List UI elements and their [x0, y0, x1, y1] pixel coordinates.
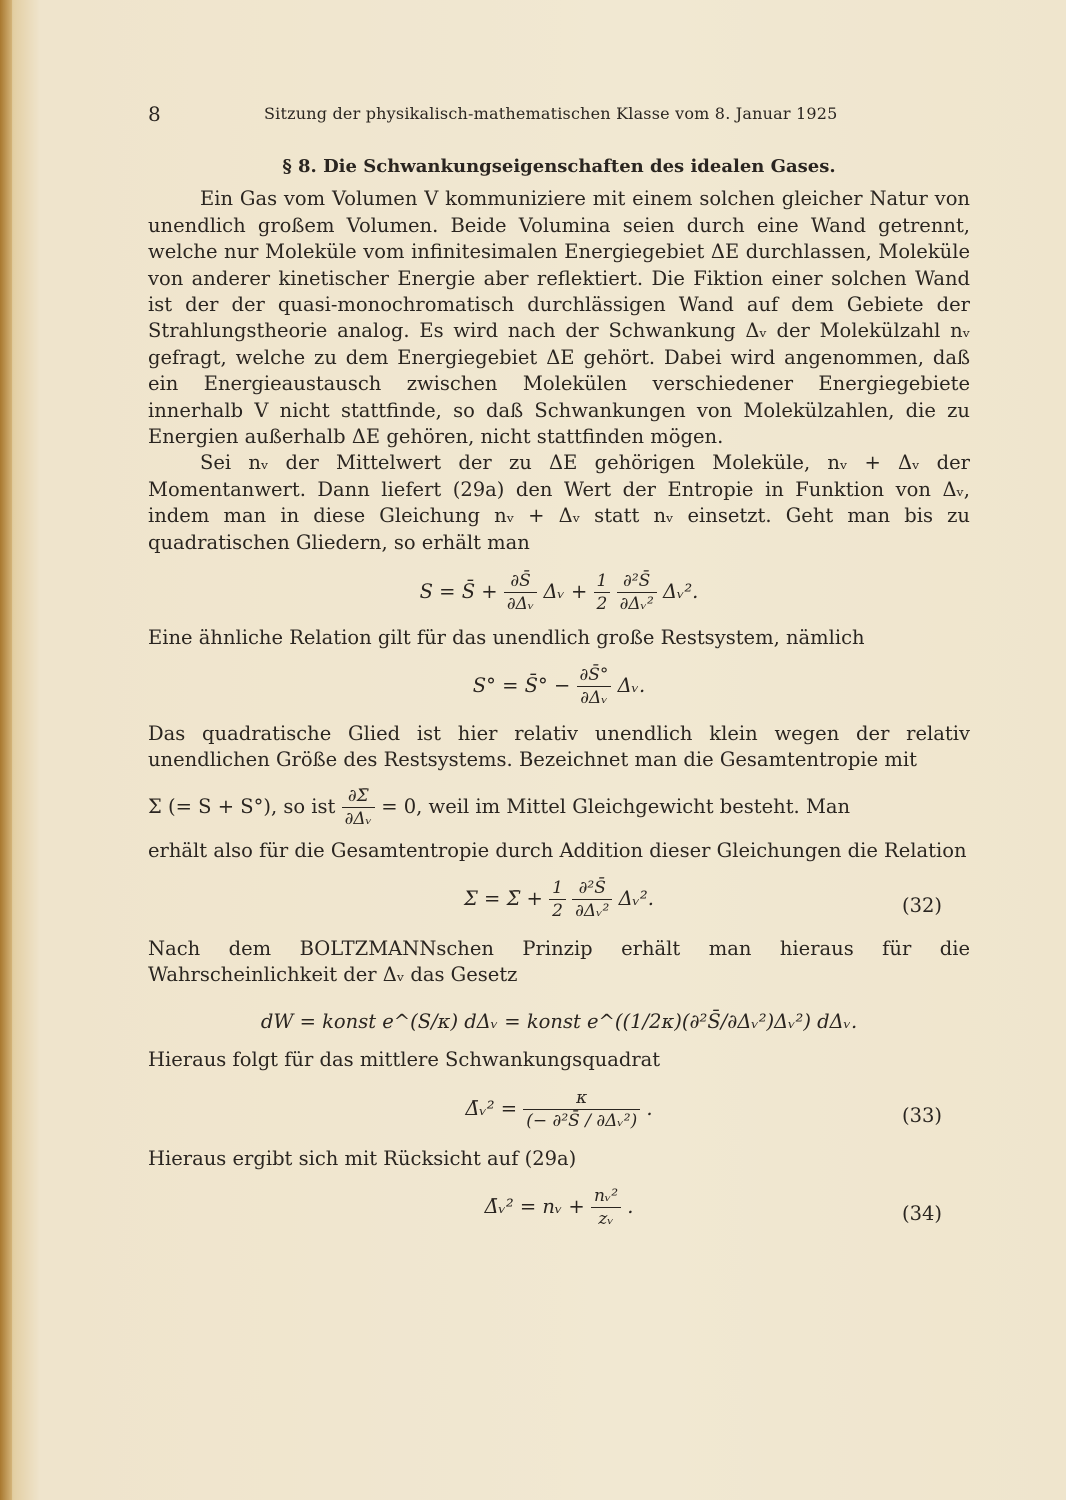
eq1-f2-num: 1	[594, 570, 611, 593]
eq1-mid: Δᵥ +	[543, 580, 588, 604]
paragraph-7: Nach dem BOLTZMANNschen Prinzip erhält man hieraus für die Wahrscheinlichkeit der Δᵥ das Gesetz	[148, 936, 970, 987]
eq2-num: ∂S̄°	[577, 664, 612, 687]
eq1-f2-den: 2	[596, 594, 608, 615]
running-title: Sitzung der physikalisch-mathematischen Klasse vom 8. Januar 1925	[264, 104, 838, 123]
equation-entropy-expansion	[148, 570, 970, 615]
equation-34	[148, 1185, 970, 1230]
paragraph-5a: Σ (= S + S°), so ist	[148, 795, 336, 819]
eq5-text: dW = konst e^(S/κ) dΔᵥ = konst e^((1/2κ)(∂²S̄/∂Δᵥ²)Δᵥ²) dΔᵥ.	[260, 1009, 858, 1033]
eq1-fraction-2	[594, 570, 611, 615]
equation-probability	[148, 1009, 970, 1035]
eq4-fraction-2	[572, 877, 612, 922]
eq6-num: κ	[523, 1087, 640, 1110]
equation-rest-system	[148, 664, 970, 709]
paragraph-2: Sei nᵥ der Mittelwert der zu ΔE gehörigen Moleküle, nᵥ + Δᵥ der Momentanwert. Dann liefert (29a) den Wert der Entropie in Funktion von Δᵥ, indem man in diese Gleichung nᵥ + Δᵥ statt nᵥ einsetzt. Geht man bis zu quadratischen Gliedern, so erhält man	[148, 451, 970, 554]
eq1-f3-num: ∂²S̄	[617, 570, 657, 593]
paragraph-9: Hieraus ergibt sich mit Rücksicht auf (29a)	[148, 1147, 577, 1171]
section-title: § 8. Die Schwankungseigenschaften des idealen Gases.	[282, 156, 836, 177]
eq1-fraction-3	[617, 570, 657, 615]
eq6-left: Δ̄ᵥ² =	[465, 1097, 518, 1121]
paragraph-6: erhält also für die Gesamtentropie durch Addition dieser Gleichungen die Relation	[148, 839, 967, 863]
eq2-end: Δᵥ.	[617, 673, 646, 697]
eq4-f2-num: ∂²S̄	[572, 877, 612, 900]
equation-33	[148, 1087, 970, 1132]
eq7-end: .	[627, 1194, 634, 1218]
eq4-f2-den: ∂Δᵥ²	[575, 900, 610, 921]
page-edge	[0, 0, 12, 1500]
equation-number-32: (32)	[901, 893, 942, 917]
eq3-den: ∂Δᵥ	[344, 809, 372, 830]
eq7-left: Δ̄ᵥ² = nᵥ +	[484, 1194, 585, 1218]
eq1-left: S = S̄ +	[419, 580, 498, 604]
eq2-fraction	[577, 664, 612, 709]
eq4-fraction-1	[549, 877, 566, 922]
eq4-end: Δᵥ².	[618, 886, 654, 910]
eq1-fraction-1	[504, 570, 537, 615]
eq7-fraction	[591, 1185, 621, 1230]
eq1-end: Δᵥ².	[662, 580, 699, 604]
eq7-num: nᵥ²	[591, 1185, 621, 1208]
eq3-num: ∂Σ̄	[342, 785, 375, 808]
eq7-den: zᵥ	[598, 1208, 614, 1229]
eq1-f1-num: ∂S̄	[504, 570, 537, 593]
article-body	[148, 154, 970, 1230]
page-number: 8	[148, 102, 161, 126]
paragraph-4: Das quadratische Glied ist hier relativ unendlich klein wegen der relativ unendlichen Größe des Restsystems. Bezeichnet man die Gesamtentropie mit	[148, 721, 970, 771]
equation-32	[148, 877, 970, 922]
paragraph-3: Eine ähnliche Relation gilt für das unendlich große Restsystem, nämlich	[148, 626, 865, 650]
eq4-f1-num: 1	[549, 877, 566, 900]
eq4-f1-den: 2	[552, 900, 563, 921]
eq2-left: S° = S̄° −	[472, 673, 571, 697]
eq1-f3-den: ∂Δᵥ²	[619, 594, 654, 615]
equation-number-34: (34)	[901, 1201, 942, 1225]
paragraph-1: Ein Gas vom Volumen V kommuniziere mit einem solchen gleicher Natur von unendlich großem Volumen. Beide Volumina seien durch eine Wand getrennt, welche nur Moleküle vom infinitesimalen Energiegebiet ΔE durchlassen, Moleküle von anderer kinetischer Energie aber reflektiert. Die Fiktion einer solchen Wand ist der der quasi-monochromatisch durchlässigen Wand auf dem Gebiete der Strahlungstheorie analog. Es wird nach der Schwankung Δᵥ der Molekülzahl nᵥ gefragt, welche zu dem Energiegebiet ΔE gehört. Dabei wird angenommen, daß ein Energieaustausch zwischen Molekülen verschiedener Energiegebiete innerhalb V nicht stattfinde, so daß Schwankungen von Molekülzahlen, die zu Energien außerhalb ΔE gehören, nicht stattfinden mögen.	[148, 187, 970, 449]
paragraph-5b: = 0, weil im Mittel Gleichgewicht besteht. Man	[381, 795, 851, 819]
eq6-den: (− ∂²S̄ / ∂Δᵥ²)	[526, 1111, 638, 1132]
paragraph-8: Hieraus folgt für das mittlere Schwankungsquadrat	[148, 1047, 661, 1071]
eq1-f1-den: ∂Δᵥ	[506, 594, 535, 615]
equation-number-33: (33)	[901, 1104, 942, 1128]
eq6-fraction	[523, 1087, 640, 1132]
eq3-fraction	[342, 785, 375, 830]
eq6-end: .	[646, 1097, 653, 1121]
eq2-den: ∂Δᵥ	[580, 687, 608, 708]
eq4-left: Σ = Σ̄ +	[464, 886, 543, 910]
inline-equilibrium-line	[148, 785, 970, 830]
